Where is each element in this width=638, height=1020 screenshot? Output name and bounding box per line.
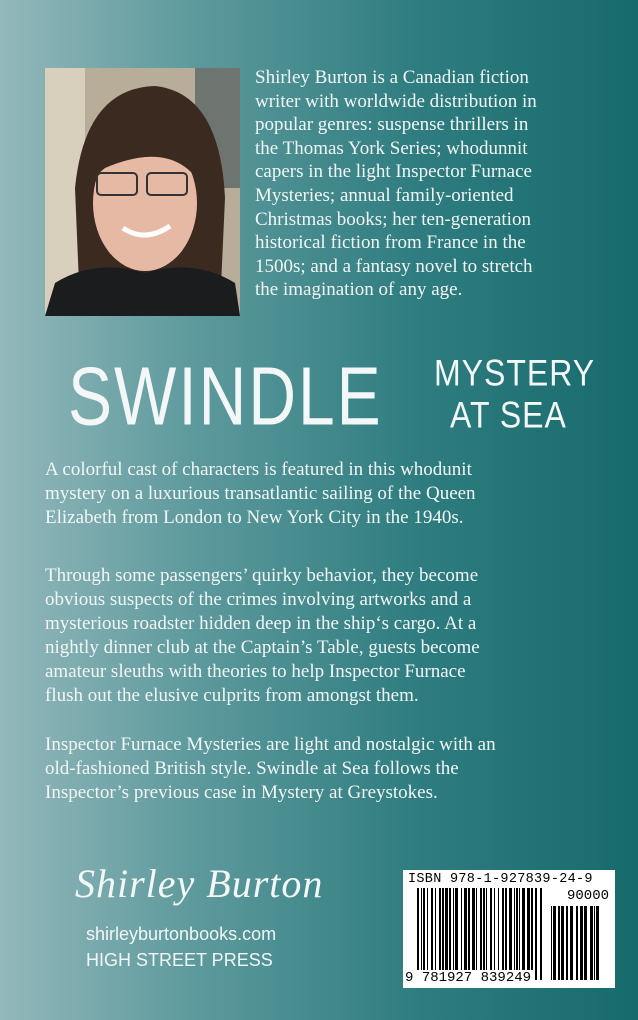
bio-line: Mysteries; annual family-oriented [255,184,514,206]
book-subtitle-line-2: AT SEA [450,394,567,436]
blurb-paragraph-2 [45,564,635,708]
barcode-bar [590,906,593,980]
website-link[interactable]: shirleyburtonbooks.com [86,924,277,944]
barcode-bar [445,888,448,980]
barcode-bar [505,888,507,980]
author-photo [45,68,240,316]
blurb-line: Inspector Furnace Mysteries are light and nostalgic with an [45,734,496,755]
author-bio [255,66,635,302]
barcode-bar [576,906,578,980]
barcode-bar [453,888,454,980]
bio-line: Shirley Burton is a Canadian fiction [255,67,529,88]
price-code: 90000 [566,888,609,904]
blurb-line: amateur sleuths with theories to help Inspector Furnace [45,661,466,682]
bio-line: popular genres: suspense thrillers in [255,114,529,136]
barcode-bar [527,888,530,980]
barcode-bar [421,888,422,980]
bio-line: historical fiction from France in the [255,232,526,254]
barcode-bar [553,906,556,980]
isbn-barcode [403,870,615,988]
author-signature: Shirley Burton [75,861,324,906]
blurb-paragraph-3 [45,733,635,805]
bio-line: the Thomas York Series; whodunnit [255,137,528,159]
blurb-line: mysterious roadster hidden deep in the ship‘s cargo. At a [45,613,477,634]
barcode-bar [566,906,568,980]
blurb-line: obvious suspects of the crimes involving artworks and a [45,589,472,610]
barcode-bar [558,906,560,980]
barcode-bar [498,888,499,980]
barcode-bar [509,888,512,980]
barcode-bar [490,888,492,980]
bio-line: Christmas books; her ten-generation [255,208,531,230]
barcode-bar [435,888,436,980]
barcode-bar [449,888,451,980]
isbn-text: ISBN 978-1-927839-24-9 [408,872,593,887]
barcode-bar [486,888,487,980]
barcode-bar [423,888,425,980]
barcode-bar [464,888,467,980]
barcode-bar [468,888,470,980]
barcode-bar [417,888,419,980]
barcode-bar [427,888,428,980]
barcode-bar [535,888,537,980]
bio-line: 1500s; and a fantasy novel to stretch [255,255,533,277]
blurb-line: flush out the elusive culprits from amongst them. [45,685,419,706]
barcode-bar [540,888,542,980]
barcode-number: 9 781927 839249 [405,970,532,986]
barcode-bar [472,888,475,980]
book-title: SWINDLE [68,349,383,442]
barcode-bar [584,906,587,980]
barcode-bar [502,888,504,980]
barcode-bar [494,888,495,980]
barcode-bar [594,906,595,980]
blurb-line: mystery on a luxurious transatlantic sailing of the Queen [45,483,476,504]
barcode-bar [461,888,462,980]
blurb-line: Through some passengers’ quirky behavior, they become [45,565,479,586]
blurb-paragraph-1 [45,458,635,530]
blurb-line: old-fashioned British style. Swindle at Sea follows the [45,758,459,779]
barcode-bar [551,906,552,980]
publisher-name: HIGH STREET PRESS [86,950,273,970]
barcode-bar [516,888,518,980]
barcode-bar [519,888,520,980]
barcode-bar [476,888,477,980]
barcode-bar [431,888,433,980]
barcode-bar [442,888,444,980]
bio-line: the imagination of any age. [255,279,463,301]
barcode-bar [580,906,583,980]
blurb-line: Elizabeth from London to New York City in the 1940s. [45,507,464,528]
barcode-bar [531,888,533,980]
barcode-bar [455,888,458,980]
barcode-bar [522,888,525,980]
barcode-bar [514,888,515,980]
barcode-bar [480,888,482,980]
barcode-bar [439,888,441,980]
bio-line: writer with worldwide distribution in [255,90,537,112]
book-subtitle-line-1: MYSTERY [434,352,596,394]
blurb-line: A colorful cast of characters is featured in this whodunit [45,459,472,480]
barcode-bar [483,888,485,980]
barcode-bar [561,906,564,980]
blurb-line: nightly dinner club at the Captain’s Table, guests become [45,637,480,658]
barcode-bar [570,906,573,980]
blurb-line: Inspector’s previous case in Mystery at Greystokes. [45,782,438,803]
barcode-bar [596,906,599,980]
bio-line: capers in the light Inspector Furnace [255,161,532,183]
